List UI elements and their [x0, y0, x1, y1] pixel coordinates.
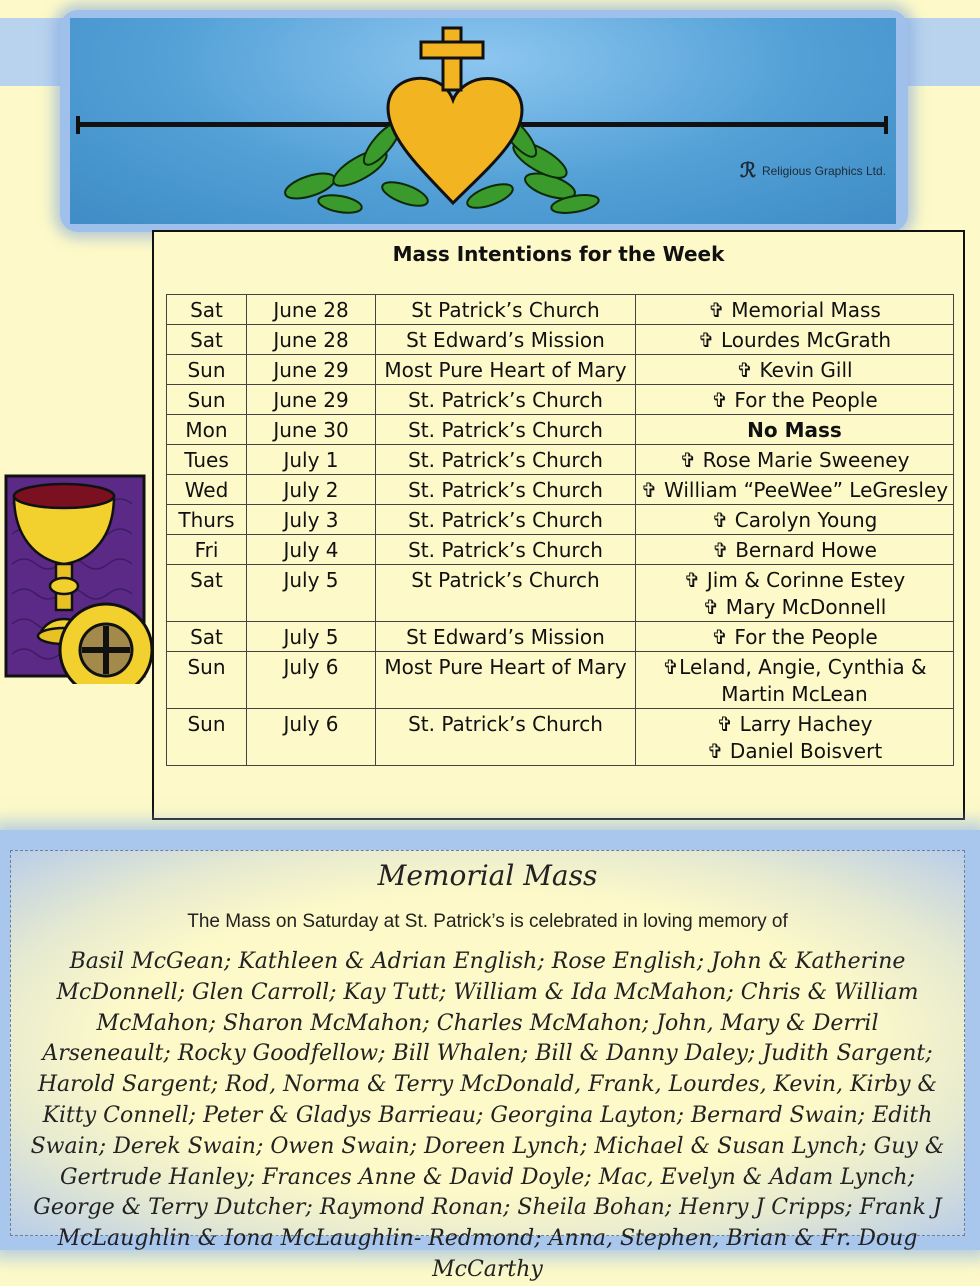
date-cell: June 29	[247, 355, 376, 385]
date-cell: June 30	[247, 415, 376, 445]
date-cell: July 3	[247, 505, 376, 535]
day-cell: Sat	[167, 325, 247, 355]
intention-cell	[636, 355, 954, 385]
date-cell: July 5	[247, 622, 376, 652]
table-row	[167, 355, 954, 385]
date-cell: July 6	[247, 709, 376, 766]
intention-cell	[636, 535, 954, 565]
church-cell: Most Pure Heart of Mary	[376, 355, 636, 385]
intention-text: ✞ Memorial Mass	[708, 298, 881, 322]
memorial-mass-panel	[10, 850, 965, 1282]
intention-cell	[636, 385, 954, 415]
intention-text: ✞ Carolyn Young	[711, 508, 878, 532]
intention-text: No Mass	[747, 418, 842, 442]
intention-text: ✞Leland, Angie, Cynthia & Martin McLean	[662, 655, 927, 706]
intention-cell	[636, 475, 954, 505]
day-cell: Thurs	[167, 505, 247, 535]
intention-text: ✞ Rose Marie Sweeney	[679, 448, 910, 472]
intention-cell	[636, 295, 954, 325]
table-row	[167, 505, 954, 535]
day-cell: Sat	[167, 295, 247, 325]
table-row	[167, 325, 954, 355]
memorial-title: Memorial Mass	[377, 859, 598, 892]
day-cell: Sat	[167, 622, 247, 652]
sacred-heart-banner	[70, 18, 896, 224]
intention-text: ✞ Jim & Corinne Estey	[683, 568, 906, 592]
day-cell: Mon	[167, 415, 247, 445]
church-cell: St. Patrick’s Church	[376, 475, 636, 505]
intention-cell	[636, 415, 954, 445]
church-cell: St. Patrick’s Church	[376, 415, 636, 445]
date-cell: July 1	[247, 445, 376, 475]
intentions-table	[166, 294, 954, 766]
church-cell: St Patrick’s Church	[376, 295, 636, 325]
date-cell: June 28	[247, 295, 376, 325]
day-cell: Sun	[167, 385, 247, 415]
date-cell: July 6	[247, 652, 376, 709]
table-row	[167, 535, 954, 565]
church-cell: St. Patrick’s Church	[376, 445, 636, 475]
table-row	[167, 415, 954, 445]
sacred-heart-icon	[70, 18, 896, 224]
intention-cell	[636, 565, 954, 622]
intention-text: ✞ Bernard Howe	[712, 538, 877, 562]
table-row	[167, 295, 954, 325]
church-cell: St. Patrick’s Church	[376, 709, 636, 766]
church-cell: St. Patrick’s Church	[376, 505, 636, 535]
church-cell: St. Patrick’s Church	[376, 385, 636, 415]
intention-cell	[636, 622, 954, 652]
church-cell: St. Patrick’s Church	[376, 535, 636, 565]
date-cell: June 29	[247, 385, 376, 415]
church-cell: St Edward’s Mission	[376, 325, 636, 355]
day-cell: Fri	[167, 535, 247, 565]
intention-text: ✞ Kevin Gill	[736, 358, 853, 382]
day-cell: Sun	[167, 355, 247, 385]
date-cell: July 5	[247, 565, 376, 622]
intentions-title: Mass Intentions for the Week	[392, 242, 725, 266]
mass-intentions-panel	[152, 230, 965, 820]
table-row	[167, 565, 954, 622]
intention-text: ✞ Larry Hachey	[716, 712, 873, 736]
intention-text: ✞ Lourdes McGrath	[697, 328, 892, 352]
day-cell: Tues	[167, 445, 247, 475]
day-cell: Sat	[167, 565, 247, 622]
intention-cell	[636, 325, 954, 355]
intention-text: ✞ Daniel Boisvert	[706, 739, 883, 763]
table-row	[167, 622, 954, 652]
intention-text: ✞ William “PeeWee” LeGresley	[640, 478, 949, 502]
table-row	[167, 445, 954, 475]
memorial-names: Basil McGean; Kathleen & Adrian English; Rose English; John & Katherine McDonnell; Glen Carroll; Kay Tutt; William & Ida McMahon; Chris & William McMahon; Sharon McMahon; Charles McMahon; John, Mary & Derril Arseneault; Rocky Goodfellow; Bill Whalen; Bill & Danny Daley; Judith Sargent; Harold Sargent; Rod, Norma & Terry McDonald, Frank, Lourdes, Kevin, Kirby & Kitty Connell; Peter & Gladys Barrieau; Georgina Layton; Bernard Swain; Edith Swain; Derek Swain; Owen Swain; Doreen Lynch; Michael & Susan Lynch; Guy & Gertrude Hanley; Frances Anne & David Doyle; Mac, Evelyn & Adam Lynch; George & Terry Dutcher; Raymond Ronan; Sheila Bohan; Henry J Cripps; Frank J McLaughlin & Iona McLaughlin- Redmond; Anna, Stephen, Brian & Fr. Doug McCarthy	[30, 949, 945, 1282]
date-cell: July 4	[247, 535, 376, 565]
intention-text: ✞ For the People	[711, 625, 878, 649]
publisher-logo-icon: ℛ	[739, 160, 756, 182]
date-cell: June 28	[247, 325, 376, 355]
day-cell: Sun	[167, 652, 247, 709]
church-cell: St Edward’s Mission	[376, 622, 636, 652]
memorial-description: The Mass on Saturday at St. Patrick’s is celebrated in loving memory of	[187, 911, 788, 932]
church-cell: St Patrick’s Church	[376, 565, 636, 622]
day-cell: Wed	[167, 475, 247, 505]
publisher-credit-text: Religious Graphics Ltd.	[761, 163, 886, 178]
table-row	[167, 475, 954, 505]
intention-cell	[636, 445, 954, 475]
intention-cell	[636, 505, 954, 535]
intention-text: ✞ Mary McDonnell	[702, 595, 887, 619]
publisher-credit	[740, 158, 886, 183]
church-cell: Most Pure Heart of Mary	[376, 652, 636, 709]
intention-cell	[636, 709, 954, 766]
intention-cell	[636, 652, 954, 709]
intention-text: ✞ For the People	[711, 388, 878, 412]
chalice-icon	[4, 474, 156, 684]
table-row	[167, 385, 954, 415]
date-cell: July 2	[247, 475, 376, 505]
table-row	[167, 709, 954, 766]
table-row	[167, 652, 954, 709]
day-cell: Sun	[167, 709, 247, 766]
